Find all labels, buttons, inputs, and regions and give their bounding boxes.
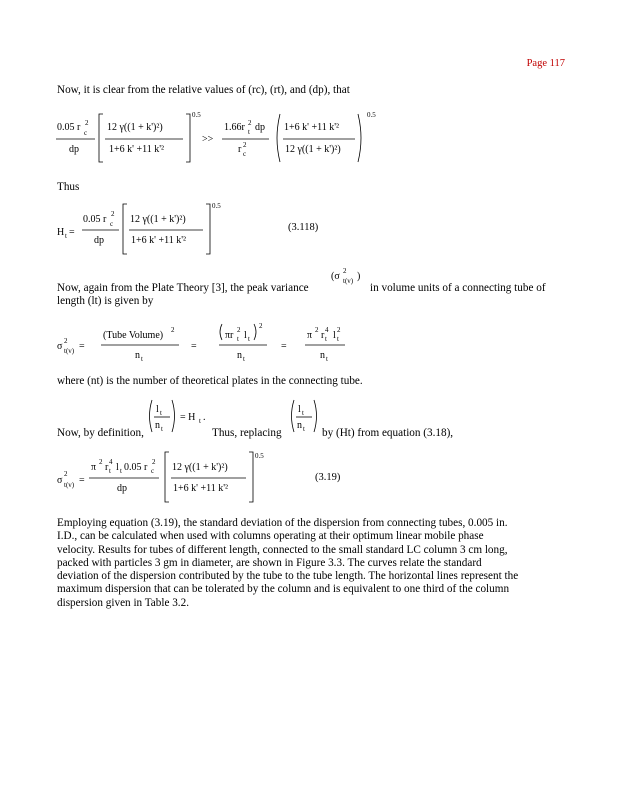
svg-text:2: 2 [85, 119, 89, 127]
svg-text:2: 2 [337, 326, 341, 334]
equation-3-118 [55, 200, 255, 261]
svg-text:2: 2 [243, 141, 247, 149]
svg-text:π: π [91, 462, 97, 473]
svg-text:σ: σ [57, 341, 63, 352]
svg-text:dp: dp [94, 235, 104, 246]
discussion-line: maximum dispersion that can be tolerated by the column and is equivalent to one third of the column [57, 583, 510, 596]
discussion-line: I.D., can be calculated when used with columns operating at their optimum linear mobile phase [57, 530, 484, 543]
svg-text:n: n [297, 420, 302, 431]
svg-text:t: t [325, 335, 327, 343]
svg-text:): ) [357, 271, 361, 282]
paragraph-intro: Now, it is clear from the relative values of (rc), (rt), and (dp), that [57, 84, 350, 96]
svg-text:t(v): t(v) [343, 277, 354, 285]
thus-text-1: Thus [57, 181, 80, 193]
paragraph-definition-a: Now, by definition, [57, 427, 144, 439]
svg-text:= H: = H [180, 412, 196, 423]
svg-text:>>: >> [202, 134, 214, 145]
inequality-equation [55, 108, 385, 169]
discussion-line: velocity. Results for tubes of different length, connected to the small standard LC column 3 cm long, [57, 543, 508, 556]
svg-text:t(v): t(v) [64, 347, 75, 355]
svg-text:0.05 r: 0.05 r [124, 462, 148, 473]
svg-text:2: 2 [64, 470, 68, 478]
svg-text:1+6 k' +11 k'²: 1+6 k' +11 k'² [131, 235, 187, 246]
svg-text:=: = [79, 341, 85, 352]
svg-text:t: t [243, 355, 245, 363]
discussion-line: packed with particles 3 gm in diameter, are shown in Figure 3.3. The curves relate the standard [57, 556, 482, 569]
svg-text:dp: dp [69, 144, 79, 155]
svg-text:c: c [110, 220, 114, 228]
svg-text:t: t [109, 467, 111, 475]
svg-text:2: 2 [152, 458, 156, 466]
svg-text:12 γ((1 + k')²): 12 γ((1 + k')²) [107, 122, 163, 133]
svg-text:4: 4 [325, 326, 329, 334]
svg-text:l: l [156, 404, 159, 415]
svg-text:t: t [248, 128, 250, 136]
svg-text:t: t [326, 355, 328, 363]
svg-text:1+6 k' +11 k'²: 1+6 k' +11 k'² [109, 144, 165, 155]
svg-text:=: = [191, 341, 197, 352]
svg-text:2: 2 [248, 119, 252, 127]
definition-ratio-equation [146, 398, 216, 441]
svg-text:2: 2 [171, 326, 175, 334]
svg-text:12 γ((1 + k')²): 12 γ((1 + k')²) [285, 144, 341, 155]
svg-text:=: = [79, 475, 85, 486]
svg-text:t: t [120, 467, 122, 475]
paragraph-plates: where (nt) is the number of theoretical plates in the connecting tube. [57, 375, 363, 387]
svg-text:dp: dp [255, 122, 265, 133]
svg-text:r: r [105, 462, 109, 473]
svg-text:t: t [161, 425, 163, 433]
svg-text:t: t [337, 335, 339, 343]
discussion-line: dispersion given in Table 3.2. [57, 596, 189, 609]
svg-text:dp: dp [117, 483, 127, 494]
svg-text:l: l [298, 404, 301, 415]
svg-text:=: = [69, 227, 75, 238]
svg-text:2: 2 [343, 267, 347, 275]
svg-text:t: t [302, 409, 304, 417]
svg-text:t: t [199, 417, 201, 425]
svg-text:t: t [248, 335, 250, 343]
svg-text:0.05 r: 0.05 r [83, 214, 107, 225]
svg-text:(σ: (σ [331, 271, 340, 282]
svg-text:t: t [141, 355, 143, 363]
svg-text:t: t [237, 335, 239, 343]
svg-text:0.5: 0.5 [192, 111, 201, 119]
svg-text:0.5: 0.5 [212, 202, 221, 210]
svg-text:t(v): t(v) [64, 481, 75, 489]
svg-text:π: π [307, 330, 313, 341]
svg-text:σ: σ [57, 475, 63, 486]
svg-text:l: l [244, 330, 247, 341]
page-number: Page 117 [526, 58, 565, 69]
svg-text:c: c [84, 129, 88, 137]
svg-text:0.05 r: 0.05 r [57, 122, 81, 133]
svg-text:n: n [135, 350, 140, 361]
paragraph-definition-c: by (Ht) from equation (3.18), [322, 427, 454, 439]
equation-3-19 [55, 448, 275, 509]
svg-text:2: 2 [259, 322, 263, 330]
svg-text:2: 2 [64, 337, 68, 345]
paragraph-variance-c: length (lt) is given by [57, 295, 154, 307]
svg-text:2: 2 [111, 210, 115, 218]
svg-text:n: n [155, 420, 160, 431]
svg-text:1+6 k' +11 k'²: 1+6 k' +11 k'² [173, 483, 229, 494]
svg-text:t: t [303, 425, 305, 433]
svg-text:c: c [243, 150, 247, 158]
inline-variance-symbol [330, 264, 370, 289]
equation-label-3-118: (3.118) [288, 222, 319, 233]
svg-text:=: = [281, 341, 287, 352]
svg-text:4: 4 [109, 458, 113, 466]
paragraph-variance-b: in volume units of a connecting tube of [370, 282, 546, 294]
svg-text:πr: πr [225, 330, 234, 341]
svg-text:0.5: 0.5 [367, 111, 376, 119]
svg-text:n: n [237, 350, 242, 361]
paragraph-definition-b: Thus, replacing [212, 427, 282, 439]
svg-text:t: t [65, 232, 67, 240]
svg-text:2: 2 [315, 326, 319, 334]
svg-text:12 γ((1 + k')²): 12 γ((1 + k')²) [130, 214, 186, 225]
svg-text:0.5: 0.5 [255, 452, 264, 460]
discussion-line: Employing equation (3.19), the standard deviation of the dispersion from connecting tubes, 0.005 in. [57, 517, 508, 529]
replacing-ratio-symbol [288, 398, 322, 441]
svg-text:n: n [320, 350, 325, 361]
svg-text:1.66r: 1.66r [224, 122, 245, 133]
variance-equation [55, 318, 375, 371]
svg-text:l: l [116, 462, 119, 473]
svg-text:H: H [57, 227, 65, 238]
svg-text:l: l [333, 330, 336, 341]
svg-text:r: r [321, 330, 325, 341]
svg-text:2: 2 [99, 458, 103, 466]
svg-text:1+6 k' +11 k'²: 1+6 k' +11 k'² [284, 122, 340, 133]
svg-text:.: . [203, 412, 206, 423]
svg-text:(Tube Volume): (Tube Volume) [103, 330, 164, 341]
equation-label-3-19: (3.19) [315, 472, 341, 483]
paragraph-discussion [57, 517, 577, 610]
svg-text:t: t [160, 409, 162, 417]
paragraph-variance-a: Now, again from the Plate Theory [3], the peak variance [57, 282, 309, 294]
svg-text:c: c [151, 467, 155, 475]
discussion-line: deviation of the dispersion contributed by the tube to the tube length. The horizontal lines represent the [57, 570, 519, 583]
svg-text:2: 2 [237, 326, 241, 334]
svg-text:r: r [238, 144, 242, 155]
svg-text:12 γ((1 + k')²): 12 γ((1 + k')²) [172, 462, 228, 473]
